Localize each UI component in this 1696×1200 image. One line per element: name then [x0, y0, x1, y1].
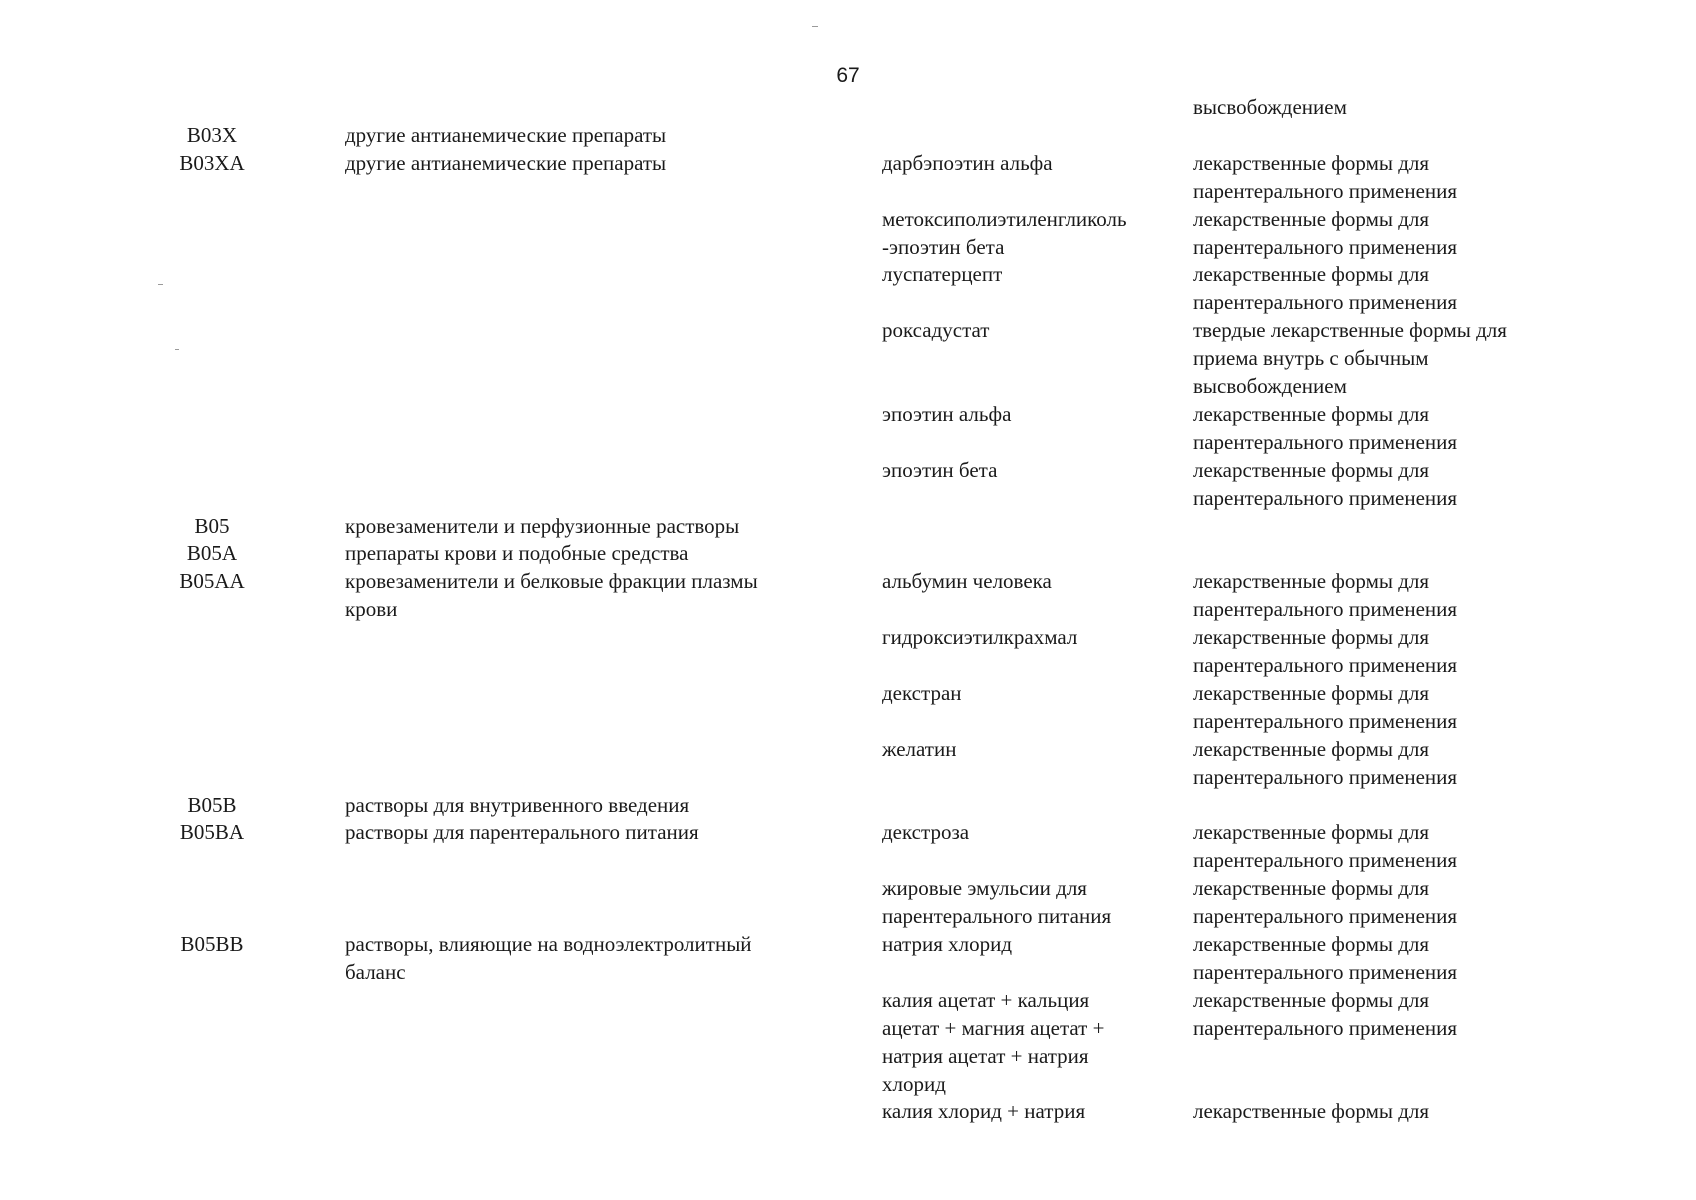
- dosage-form: лекарственные формы для: [1193, 737, 1430, 761]
- atc-code: B05: [194, 514, 230, 538]
- dosage-form: лекарственные формы для: [1193, 569, 1430, 593]
- dosage-form: лекарственные формы для: [1193, 262, 1430, 286]
- dosage-form: парентерального применения: [1193, 290, 1458, 314]
- drug-name: натрия ацетат + натрия: [882, 1044, 1089, 1068]
- dosage-form: парентерального применения: [1193, 486, 1458, 510]
- dosage-form: лекарственные формы для: [1193, 458, 1430, 482]
- drug-name: парентерального питания: [882, 904, 1112, 928]
- dosage-form: лекарственные формы для: [1193, 625, 1430, 649]
- anatomical-therapeutic-group: растворы для внутривенного введения: [345, 793, 690, 817]
- dosage-form: парентерального применения: [1193, 1016, 1458, 1040]
- drug-name: эпоэтин бета: [882, 458, 998, 482]
- dosage-form: приема внутрь с обычным: [1193, 346, 1429, 370]
- dosage-form: лекарственные формы для: [1193, 1099, 1430, 1123]
- dosage-form: лекарственные формы для: [1193, 876, 1430, 900]
- scan-artifact: [175, 349, 179, 350]
- drug-name: желатин: [882, 737, 957, 761]
- dosage-form: парентерального применения: [1193, 597, 1458, 621]
- dosage-form: парентерального применения: [1193, 904, 1458, 928]
- atc-code: B03XA: [179, 151, 245, 175]
- dosage-form: парентерального применения: [1193, 430, 1458, 454]
- atc-code: B05BB: [180, 932, 244, 956]
- dosage-form: высвобождением: [1193, 374, 1347, 398]
- atc-code: B05BA: [179, 820, 245, 844]
- anatomical-therapeutic-group: растворы для парентерального питания: [345, 820, 699, 844]
- atc-code: B03X: [186, 123, 238, 147]
- atc-code: B05AA: [179, 569, 245, 593]
- dosage-form: твердые лекарственные формы для: [1193, 318, 1507, 342]
- drug-name: калия хлорид + натрия: [882, 1099, 1086, 1123]
- drug-name: -эпоэтин бета: [882, 235, 1005, 259]
- drug-name: луспатерцепт: [882, 262, 1003, 286]
- drug-name: роксадустат: [882, 318, 990, 342]
- dosage-form: лекарственные формы для: [1193, 207, 1430, 231]
- anatomical-therapeutic-group: другие антианемические препараты: [345, 123, 667, 147]
- dosage-form: парентерального применения: [1193, 653, 1458, 677]
- dosage-form: парентерального применения: [1193, 179, 1458, 203]
- dosage-form: парентерального применения: [1193, 848, 1458, 872]
- anatomical-therapeutic-group: крови: [345, 597, 398, 621]
- anatomical-therapeutic-group: препараты крови и подобные средства: [345, 541, 689, 565]
- dosage-form: высвобождением: [1193, 95, 1347, 119]
- dosage-form: лекарственные формы для: [1193, 681, 1430, 705]
- dosage-form: лекарственные формы для: [1193, 932, 1430, 956]
- scan-artifact: [812, 26, 818, 27]
- dosage-form: парентерального применения: [1193, 765, 1458, 789]
- page-number: 67: [836, 64, 860, 87]
- drug-name: дарбэпоэтин альфа: [882, 151, 1053, 175]
- scan-artifact: [158, 284, 163, 285]
- drug-name: эпоэтин альфа: [882, 402, 1012, 426]
- drug-name: альбумин человека: [882, 569, 1052, 593]
- atc-code: B05A: [186, 541, 238, 565]
- dosage-form: лекарственные формы для: [1193, 988, 1430, 1012]
- drug-name: калия ацетат + кальция: [882, 988, 1090, 1012]
- drug-name: декстроза: [882, 820, 970, 844]
- anatomical-therapeutic-group: растворы, влияющие на водноэлектролитный: [345, 932, 752, 956]
- dosage-form: парентерального применения: [1193, 960, 1458, 984]
- drug-name: метоксиполиэтиленгликоль: [882, 207, 1127, 231]
- dosage-form: лекарственные формы для: [1193, 402, 1430, 426]
- drug-name: гидроксиэтилкрахмал: [882, 625, 1078, 649]
- anatomical-therapeutic-group: другие антианемические препараты: [345, 151, 667, 175]
- drug-name: хлорид: [882, 1072, 946, 1096]
- dosage-form: парентерального применения: [1193, 709, 1458, 733]
- dosage-form: лекарственные формы для: [1193, 820, 1430, 844]
- drug-name: натрия хлорид: [882, 932, 1012, 956]
- drug-name: жировые эмульсии для: [882, 876, 1087, 900]
- drug-name: ацетат + магния ацетат +: [882, 1016, 1105, 1040]
- dosage-form: лекарственные формы для: [1193, 151, 1430, 175]
- dosage-form: парентерального применения: [1193, 235, 1458, 259]
- anatomical-therapeutic-group: кровезаменители и белковые фракции плазмы: [345, 569, 758, 593]
- atc-code: B05B: [187, 793, 237, 817]
- drug-name: декстран: [882, 681, 962, 705]
- anatomical-therapeutic-group: баланс: [345, 960, 406, 984]
- anatomical-therapeutic-group: кровезаменители и перфузионные растворы: [345, 514, 740, 538]
